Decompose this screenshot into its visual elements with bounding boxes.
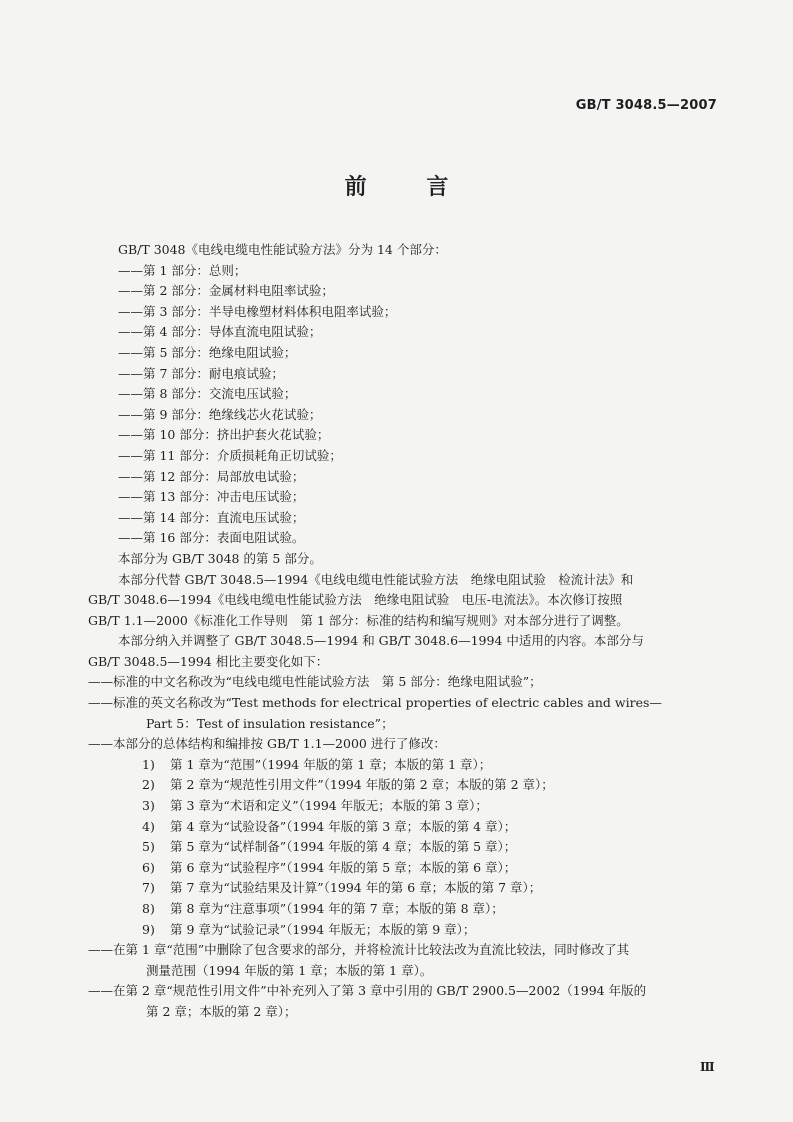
- merge-line-1: 本部分纳入并调整了 GB/T 3048.5—1994 和 GB/T 3048.6—1994 中适用的内容。本部分与: [118, 633, 644, 649]
- part-item: ——第 4 部分：导体直流电阻试验；: [118, 324, 322, 340]
- chapter1-change-line-2: 测量范围（1994 年版的第 1 章；本版的第 1 章）。: [146, 962, 433, 978]
- item-number: 9): [142, 921, 155, 937]
- part-item: ——第 1 部分：总则；: [118, 262, 247, 278]
- part-item: ——第 2 部分：金属材料电阻率试验；: [118, 283, 334, 299]
- part-item: ——第 8 部分：交流电压试验；: [118, 386, 297, 402]
- item-text: 第 5 章为“试样制备”（1994 年版的第 4 章；本版的第 5 章）；: [170, 839, 517, 855]
- item-text: 第 8 章为“注意事项”（1994 年的第 7 章；本版的第 8 章）；: [170, 901, 504, 916]
- chapter2-change-line-1: ——在第 2 章“规范性引用文件”中补充列入了第 3 章中引用的 GB/T 2900.5—2002（1994 年版的: [88, 983, 647, 999]
- item-number: 6): [142, 859, 155, 875]
- part-item: ——第 12 部分：局部放电试验；: [118, 468, 305, 484]
- change-en-name-line-2: Part 5：Test of insulation resistance”；: [146, 715, 394, 731]
- item-number: 3): [142, 798, 155, 814]
- item-number: 5): [142, 839, 155, 855]
- standard-code: GB/T 3048.5—2007: [575, 98, 717, 113]
- part-item: ——第 5 部分：绝缘电阻试验；: [118, 344, 297, 360]
- numbered-item: [88, 899, 718, 920]
- change-en-name-line-1: ——标准的英文名称改为“Test methods for electrical properties of electric cables and wires—: [88, 695, 662, 711]
- part-item: ——第 14 部分：直流电压试验；: [118, 509, 305, 525]
- replace-line-1: 本部分代替 GB/T 3048.5—1994《电线电缆电性能试验方法 绝缘电阻试验 检流计法》和: [118, 571, 634, 587]
- part-item: ——第 10 部分：挤出护套火花试验；: [118, 427, 330, 443]
- structure-change: ——本部分的总体结构和编排按 GB/T 1.1—2000 进行了修改：: [88, 736, 446, 752]
- part-item: ——第 3 部分：半导电橡塑材料体积电阻率试验；: [118, 303, 397, 319]
- item-text: 第 9 章为“试验记录”（1994 年版无；本版的第 9 章）；: [170, 921, 476, 937]
- item-text: 第 4 章为“试验设备”（1994 年版的第 3 章；本版的第 4 章）；: [170, 818, 517, 834]
- part-item: ——第 13 部分：冲击电压试验；: [118, 489, 305, 505]
- part-item: ——第 11 部分：介质损耗角正切试验；: [118, 447, 342, 463]
- numbered-item: [88, 796, 718, 817]
- item-text: 第 6 章为“试验程序”（1994 年版的第 5 章；本版的第 6 章）；: [170, 859, 517, 875]
- chapter2-change-line-2: 第 2 章；本版的第 2 章）；: [146, 1003, 297, 1019]
- numbered-item: [88, 837, 718, 858]
- numbered-item: [88, 775, 718, 796]
- foreword-body: [88, 240, 718, 1023]
- numbered-item: [88, 755, 718, 776]
- this-part-paragraph: 本部分为 GB/T 3048 的第 5 部分。: [118, 550, 322, 566]
- part-item: ——第 16 部分：表面电阻试验。: [118, 530, 305, 546]
- numbered-item: [88, 878, 718, 899]
- change-cn-name: ——标准的中文名称改为“电线电缆电性能试验方法 第 5 部分：绝缘电阻试验”；: [88, 674, 542, 690]
- item-text: 第 3 章为“术语和定义”（1994 年版无；本版的第 3 章）；: [170, 798, 488, 814]
- item-number: 7): [142, 880, 155, 896]
- chapter1-change-line-1: ——在第 1 章“范围”中删除了包含要求的部分，并将检流计比较法改为直流比较法，同时修改了其: [88, 942, 630, 958]
- page-number: Ⅲ: [700, 1060, 715, 1074]
- merge-line-2: GB/T 3048.5—1994 相比主要变化如下：: [88, 653, 329, 669]
- item-number: 8): [142, 901, 155, 916]
- part-item: ——第 9 部分：绝缘线芯火花试验；: [118, 406, 322, 422]
- numbered-item: [88, 920, 718, 941]
- item-number: 4): [142, 818, 155, 834]
- numbered-item: [88, 858, 718, 879]
- item-number: 2): [142, 777, 155, 793]
- replace-line-3: GB/T 1.1—2000《标准化工作导则 第 1 部分：标准的结构和编写规则》对本部分进行了调整。: [88, 612, 629, 628]
- item-text: 第 1 章为“范围”（1994 年版的第 1 章；本版的第 1 章）；: [170, 756, 492, 772]
- replace-line-2: GB/T 3048.6—1994《电线电缆电性能试验方法 绝缘电阻试验 电压-电流法》。本次修订按照: [88, 592, 623, 608]
- numbered-item: [88, 817, 718, 838]
- item-text: 第 7 章为“试验结果及计算”（1994 年的第 6 章；本版的第 7 章）；: [170, 880, 542, 896]
- intro-paragraph: GB/T 3048《电线电缆电性能试验方法》分为 14 个部分：: [118, 242, 447, 257]
- part-item: ——第 7 部分：耐电痕试验；: [118, 365, 284, 381]
- page-title: 前 言: [344, 175, 475, 200]
- item-number: 1): [142, 756, 155, 772]
- item-text: 第 2 章为“规范性引用文件”（1994 年版的第 2 章；本版的第 2 章）；: [170, 777, 554, 793]
